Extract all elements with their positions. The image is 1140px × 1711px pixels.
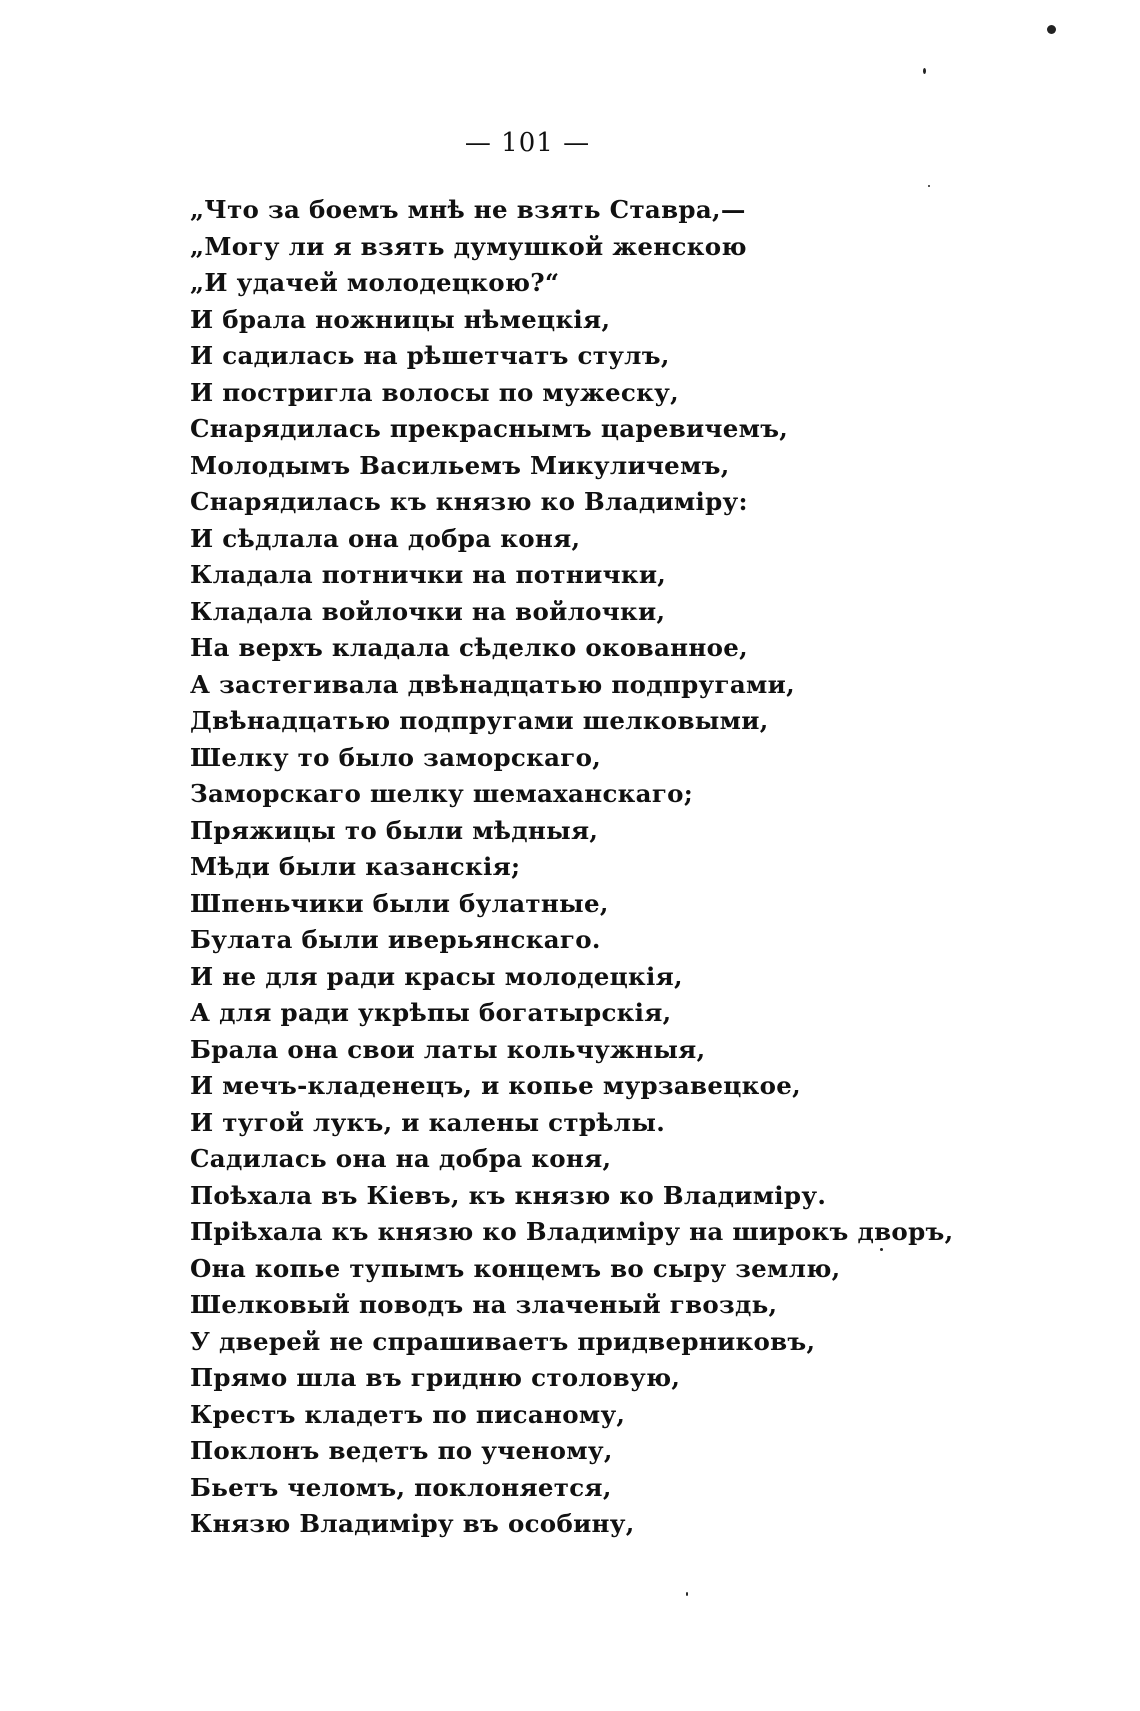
verse-line: Шелку то было заморскаго, <box>190 742 602 772</box>
verse-line: И не для ради красы молодецкія, <box>190 961 683 991</box>
verse-line: У дверей не спрашиваетъ придверниковъ, <box>190 1326 816 1356</box>
verse-line: Шпеньчики были булатные, <box>190 888 609 918</box>
verse-line: Бьетъ челомъ, поклоняется, <box>190 1472 612 1502</box>
scan-speck-top-right <box>1047 25 1056 34</box>
verse-line: „И удачей молодецкою?“ <box>190 268 560 297</box>
verse-line: Пряжицы то были мѣдныя, <box>190 815 599 845</box>
verse-line: И сѣдлала она добра коня, <box>190 523 581 553</box>
verse-line: И мечъ-кладенецъ, и копье мурзавецкое, <box>190 1071 801 1100</box>
verse-line: Брала она свои латы кольчужныя, <box>190 1034 706 1064</box>
verse-line: „Могу ли я взять думушкой женскою <box>190 231 747 261</box>
verse-line: Кладала войлочки на войлочки, <box>190 596 666 626</box>
verse-line: Она копье тупымъ концемъ во сыру землю, <box>190 1253 841 1283</box>
verse-line: Двѣнадцатью подпругами шелковыми, <box>190 706 769 735</box>
verse-line: Снарядилась къ князю ко Владиміру: <box>190 487 748 516</box>
verse-line: Прямо шла въ гридню столовую, <box>190 1363 681 1392</box>
verse-line: Снарядилась прекраснымъ царевичемъ, <box>190 414 789 443</box>
page-number: — 101 — <box>464 128 591 158</box>
verse-line: Кладала потнички на потнички, <box>190 560 667 589</box>
verse-line: Шелковый поводъ на злаченый гвоздь, <box>190 1290 778 1319</box>
verse-line: „Что за боемъ мнѣ не взять Ставра,— <box>190 195 746 224</box>
verse-line: А застегивала двѣнадцатью подпругами, <box>190 669 795 699</box>
verse-line: Мѣди были казанскія; <box>190 852 521 881</box>
verse-line: Крестъ кладетъ по писаному, <box>190 1399 626 1429</box>
verse-line: Булата были иверьянскаго. <box>190 925 601 954</box>
verse-line: Поѣхала въ Кіевъ, къ князю ко Владиміру. <box>190 1180 827 1210</box>
scan-speck-small-1 <box>923 68 926 74</box>
verse-line: И постригла волосы по мужеску, <box>190 377 679 407</box>
verse-line: Молодымъ Васильемъ Микуличемъ, <box>190 450 730 480</box>
scan-speck-small-4 <box>686 1592 688 1596</box>
verse-line: Поклонъ ведетъ по ученому, <box>190 1436 613 1465</box>
verse-line: И брала ножницы нѣмецкія, <box>190 304 611 334</box>
verse-line: Князю Владиміру въ особину, <box>190 1509 635 1538</box>
verse-line: На верхъ кладала сѣделко окованное, <box>190 633 748 662</box>
verse-line: Заморскаго шелку шемаханскаго; <box>190 779 694 808</box>
verse-line: А для ради укрѣпы богатырскія, <box>190 998 672 1027</box>
verse-line: И садилась на рѣшетчатъ стулъ, <box>190 341 670 370</box>
verse-line: И тугой лукъ, и калены стрѣлы. <box>190 1107 666 1137</box>
poem-text <box>190 192 954 1543</box>
scan-speck-small-2 <box>928 185 930 187</box>
verse-line: Садилась она на добра коня, <box>190 1144 612 1173</box>
verse-line: Пріѣхала къ князю ко Владиміру на широкъ дворъ, <box>190 1217 954 1246</box>
